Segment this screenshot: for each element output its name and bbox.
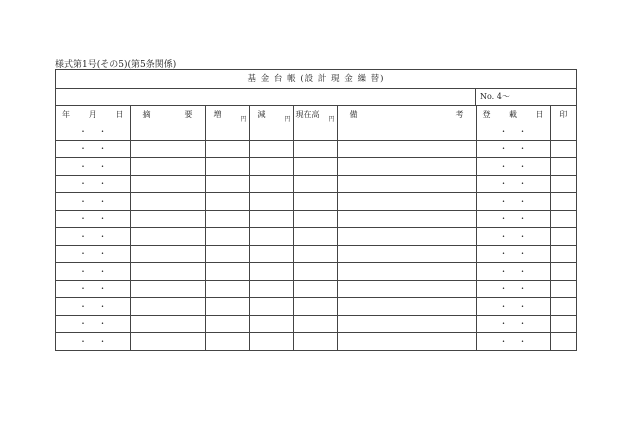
table-row xyxy=(56,158,576,176)
balance-cell[interactable] xyxy=(293,333,337,350)
summary-cell[interactable] xyxy=(130,140,205,158)
decrease-cell[interactable] xyxy=(249,245,293,263)
remarks-cell[interactable] xyxy=(337,193,476,211)
summary-cell[interactable] xyxy=(130,315,205,333)
increase-cell[interactable] xyxy=(205,158,249,176)
remarks-header xyxy=(337,106,476,123)
date-separator-dot: ・ xyxy=(79,179,87,189)
balance-cell[interactable] xyxy=(293,228,337,246)
ledger-title: 基 金 台 帳 (設 計 現 金 繰 替) xyxy=(56,70,576,89)
remarks-cell[interactable] xyxy=(337,333,476,350)
date-separator-dot: ・ xyxy=(79,301,87,311)
date-separator-dot: ・ xyxy=(518,196,527,206)
increase-header xyxy=(205,106,249,123)
date-separator-dot: ・ xyxy=(518,319,527,329)
date-separator-dot: ・ xyxy=(499,161,508,171)
ledger-form xyxy=(55,69,577,351)
summary-cell[interactable] xyxy=(130,263,205,281)
table-row xyxy=(56,140,576,158)
decrease-cell[interactable] xyxy=(249,228,293,246)
number-row xyxy=(56,89,576,106)
increase-cell[interactable] xyxy=(205,263,249,281)
date-separator-dot: ・ xyxy=(79,231,87,241)
summary-cell[interactable] xyxy=(130,123,205,140)
date-separator-dot: ・ xyxy=(499,126,508,136)
date-header xyxy=(56,106,130,123)
balance-cell[interactable] xyxy=(293,123,337,140)
seal-cell[interactable] xyxy=(550,263,576,281)
increase-cell[interactable] xyxy=(205,245,249,263)
summary-label-1: 摘 xyxy=(142,110,151,119)
date-cell[interactable] xyxy=(56,280,130,298)
date-separator-dot: ・ xyxy=(499,179,508,189)
balance-header xyxy=(293,106,337,123)
ledger-body xyxy=(56,123,576,350)
date-separator-dot: ・ xyxy=(98,301,107,311)
entry-date-cell[interactable] xyxy=(476,263,550,281)
increase-cell[interactable] xyxy=(205,175,249,193)
date-cell[interactable] xyxy=(56,175,130,193)
balance-cell[interactable] xyxy=(293,210,337,228)
date-separator-dot: ・ xyxy=(79,319,87,329)
balance-cell[interactable] xyxy=(293,140,337,158)
remarks-label-1: 備 xyxy=(349,110,358,119)
entry-date-cell[interactable] xyxy=(476,193,550,211)
remarks-cell[interactable] xyxy=(337,280,476,298)
decrease-yen-unit: 円 xyxy=(284,116,291,123)
date-separator-dot: ・ xyxy=(518,214,527,224)
date-separator-dot: ・ xyxy=(98,249,107,259)
date-separator-dot: ・ xyxy=(79,196,87,206)
remarks-cell[interactable] xyxy=(337,263,476,281)
date-cell[interactable] xyxy=(56,210,130,228)
table-row xyxy=(56,193,576,211)
entry-date-cell[interactable] xyxy=(476,315,550,333)
decrease-cell[interactable] xyxy=(249,263,293,281)
summary-cell[interactable] xyxy=(130,193,205,211)
date-separator-dot: ・ xyxy=(79,266,87,276)
table-row xyxy=(56,175,576,193)
summary-cell[interactable] xyxy=(130,280,205,298)
date-separator-dot: ・ xyxy=(98,161,107,171)
entry-date-label-3: 日 xyxy=(535,110,544,119)
date-separator-dot: ・ xyxy=(518,126,527,136)
date-separator-dot: ・ xyxy=(518,336,527,346)
decrease-label: 減 xyxy=(257,110,266,119)
date-separator-dot: ・ xyxy=(518,249,527,259)
decrease-cell[interactable] xyxy=(249,123,293,140)
table-row xyxy=(56,333,576,350)
date-separator-dot: ・ xyxy=(499,196,508,206)
decrease-header xyxy=(249,106,293,123)
entry-date-cell[interactable] xyxy=(476,245,550,263)
entry-date-cell[interactable] xyxy=(476,175,550,193)
date-separator-dot: ・ xyxy=(499,319,508,329)
increase-cell[interactable] xyxy=(205,298,249,316)
number-label: No. 4～ xyxy=(475,89,576,105)
remarks-cell[interactable] xyxy=(337,210,476,228)
date-cell[interactable] xyxy=(56,263,130,281)
seal-cell[interactable] xyxy=(550,123,576,140)
entry-date-cell[interactable] xyxy=(476,280,550,298)
seal-cell[interactable] xyxy=(550,333,576,350)
balance-label: 現在高 xyxy=(295,110,320,119)
date-separator-dot: ・ xyxy=(79,214,87,224)
summary-cell[interactable] xyxy=(130,210,205,228)
summary-cell[interactable] xyxy=(130,228,205,246)
summary-cell[interactable] xyxy=(130,245,205,263)
summary-header xyxy=(130,106,205,123)
date-separator-dot: ・ xyxy=(518,144,527,154)
entry-date-cell[interactable] xyxy=(476,140,550,158)
increase-cell[interactable] xyxy=(205,333,249,350)
balance-cell[interactable] xyxy=(293,175,337,193)
date-cell[interactable] xyxy=(56,158,130,176)
seal-cell[interactable] xyxy=(550,175,576,193)
table-row xyxy=(56,263,576,281)
remarks-cell[interactable] xyxy=(337,140,476,158)
balance-cell[interactable] xyxy=(293,263,337,281)
date-separator-dot: ・ xyxy=(518,161,527,171)
date-separator-dot: ・ xyxy=(98,266,107,276)
date-separator-dot: ・ xyxy=(79,284,87,294)
balance-cell[interactable] xyxy=(293,158,337,176)
increase-cell[interactable] xyxy=(205,140,249,158)
table-row xyxy=(56,315,576,333)
entry-date-cell[interactable] xyxy=(476,123,550,140)
table-row xyxy=(56,298,576,316)
balance-cell[interactable] xyxy=(293,193,337,211)
balance-cell[interactable] xyxy=(293,298,337,316)
remarks-cell[interactable] xyxy=(337,175,476,193)
date-cell[interactable] xyxy=(56,245,130,263)
date-cell[interactable] xyxy=(56,315,130,333)
year-label: 年 xyxy=(62,110,70,119)
date-separator-dot: ・ xyxy=(499,249,508,259)
date-cell[interactable] xyxy=(56,123,130,140)
seal-cell[interactable] xyxy=(550,315,576,333)
date-separator-dot: ・ xyxy=(518,231,527,241)
table-row xyxy=(56,228,576,246)
date-separator-dot: ・ xyxy=(98,196,107,206)
decrease-cell[interactable] xyxy=(249,315,293,333)
decrease-cell[interactable] xyxy=(249,175,293,193)
entry-date-cell[interactable] xyxy=(476,210,550,228)
date-separator-dot: ・ xyxy=(499,144,508,154)
remarks-cell[interactable] xyxy=(337,298,476,316)
remarks-cell[interactable] xyxy=(337,315,476,333)
seal-label: 印 xyxy=(559,110,568,119)
date-separator-dot: ・ xyxy=(79,249,87,259)
date-separator-dot: ・ xyxy=(518,266,527,276)
decrease-cell[interactable] xyxy=(249,333,293,350)
decrease-cell[interactable] xyxy=(249,210,293,228)
decrease-cell[interactable] xyxy=(249,280,293,298)
date-cell[interactable] xyxy=(56,298,130,316)
date-separator-dot: ・ xyxy=(98,126,107,136)
seal-cell[interactable] xyxy=(550,228,576,246)
ledger-table xyxy=(56,106,576,350)
remarks-cell[interactable] xyxy=(337,228,476,246)
increase-cell[interactable] xyxy=(205,210,249,228)
increase-yen-unit: 円 xyxy=(240,116,247,123)
increase-cell[interactable] xyxy=(205,315,249,333)
entry-date-label-2: 載 xyxy=(509,110,517,119)
seal-cell[interactable] xyxy=(550,158,576,176)
balance-cell[interactable] xyxy=(293,315,337,333)
summary-cell[interactable] xyxy=(130,175,205,193)
balance-cell[interactable] xyxy=(293,280,337,298)
decrease-cell[interactable] xyxy=(249,193,293,211)
increase-label: 増 xyxy=(213,110,222,119)
table-row xyxy=(56,280,576,298)
seal-cell[interactable] xyxy=(550,140,576,158)
entry-date-header xyxy=(476,106,550,123)
date-separator-dot: ・ xyxy=(79,144,87,154)
date-separator-dot: ・ xyxy=(98,144,107,154)
table-row xyxy=(56,210,576,228)
remarks-cell[interactable] xyxy=(337,123,476,140)
date-separator-dot: ・ xyxy=(499,214,508,224)
header-row xyxy=(56,106,576,123)
date-cell[interactable] xyxy=(56,228,130,246)
table-row xyxy=(56,123,576,140)
date-separator-dot: ・ xyxy=(79,336,87,346)
date-separator-dot: ・ xyxy=(98,319,107,329)
summary-cell[interactable] xyxy=(130,298,205,316)
increase-cell[interactable] xyxy=(205,123,249,140)
increase-cell[interactable] xyxy=(205,193,249,211)
day-label: 日 xyxy=(115,110,124,119)
entry-date-label-1: 登 xyxy=(482,110,491,119)
date-separator-dot: ・ xyxy=(98,179,107,189)
summary-label-2: 要 xyxy=(184,110,193,119)
date-separator-dot: ・ xyxy=(98,214,107,224)
entry-date-cell[interactable] xyxy=(476,228,550,246)
decrease-cell[interactable] xyxy=(249,158,293,176)
date-separator-dot: ・ xyxy=(499,266,508,276)
table-row xyxy=(56,245,576,263)
increase-cell[interactable] xyxy=(205,280,249,298)
seal-cell[interactable] xyxy=(550,280,576,298)
remarks-cell[interactable] xyxy=(337,158,476,176)
date-separator-dot: ・ xyxy=(98,336,107,346)
balance-cell[interactable] xyxy=(293,245,337,263)
balance-yen-unit: 円 xyxy=(328,116,335,123)
remarks-cell[interactable] xyxy=(337,245,476,263)
date-separator-dot: ・ xyxy=(518,284,527,294)
decrease-cell[interactable] xyxy=(249,298,293,316)
entry-date-cell[interactable] xyxy=(476,333,550,350)
decrease-cell[interactable] xyxy=(249,140,293,158)
date-separator-dot: ・ xyxy=(79,126,87,136)
seal-cell[interactable] xyxy=(550,245,576,263)
remarks-label-2: 考 xyxy=(455,110,464,119)
increase-cell[interactable] xyxy=(205,228,249,246)
entry-date-cell[interactable] xyxy=(476,158,550,176)
date-separator-dot: ・ xyxy=(518,301,527,311)
date-cell[interactable] xyxy=(56,140,130,158)
date-separator-dot: ・ xyxy=(98,231,107,241)
month-label: 月 xyxy=(88,110,97,119)
seal-cell[interactable] xyxy=(550,210,576,228)
summary-cell[interactable] xyxy=(130,333,205,350)
date-separator-dot: ・ xyxy=(499,231,508,241)
date-cell[interactable] xyxy=(56,333,130,350)
form-caption: 様式第1号(その5)(第5条関係) xyxy=(55,60,177,70)
date-separator-dot: ・ xyxy=(79,161,87,171)
date-separator-dot: ・ xyxy=(499,284,508,294)
date-separator-dot: ・ xyxy=(98,284,107,294)
seal-cell[interactable] xyxy=(550,193,576,211)
date-cell[interactable] xyxy=(56,193,130,211)
date-separator-dot: ・ xyxy=(499,336,508,346)
entry-date-cell[interactable] xyxy=(476,298,550,316)
seal-header xyxy=(550,106,576,123)
date-separator-dot: ・ xyxy=(518,179,527,189)
date-separator-dot: ・ xyxy=(499,301,508,311)
summary-cell[interactable] xyxy=(130,158,205,176)
seal-cell[interactable] xyxy=(550,298,576,316)
